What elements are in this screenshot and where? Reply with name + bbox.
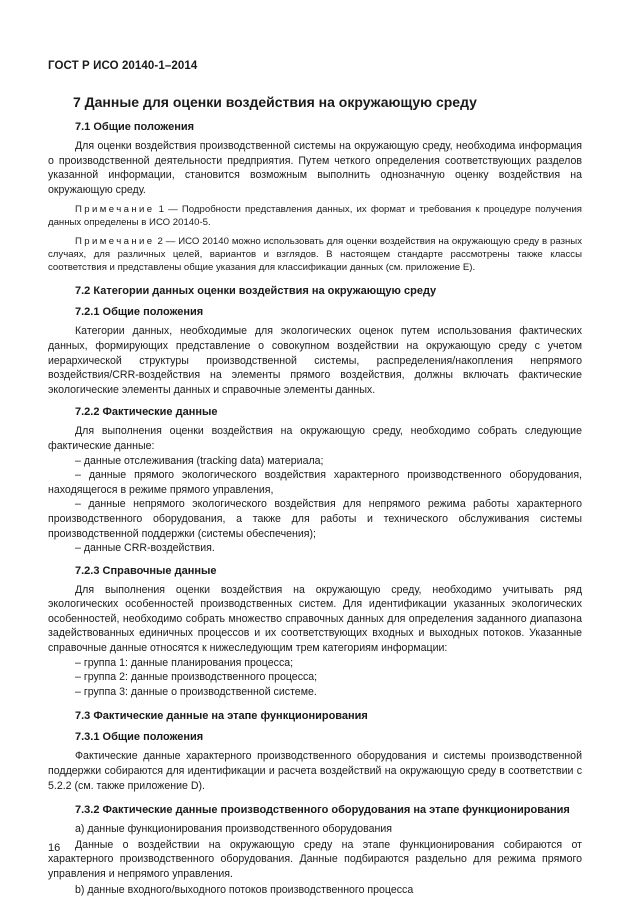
section-7-3-2-title: 7.3.2 Фактические данные производственного оборудования на этапе функционирования (75, 804, 570, 817)
list-item: – данные отслеживания (tracking data) материала; (75, 454, 324, 467)
section-7-2-title: 7.2 Категории данных оценки воздействия на окружающую среду (75, 285, 437, 298)
section-7-2-2-paragraph: Для выполнения оценки воздействия на окружающую среду, необходимо собрать следующие фактические данные: (48, 425, 582, 452)
list-item: – группа 3: данные о производственной системе. (75, 685, 317, 698)
list-item: – данные прямого экологического воздействия характерного производственного оборудования, находящегося в режиме прямого управления, (48, 469, 582, 496)
section-7-2-1-title: 7.2.1 Общие положения (75, 306, 204, 319)
section-7-1-paragraph: Для оценки воздействия производственной системы на окружающую среду, необходима информация о производственной деятельности предприятия. Путем четкого определения соответствующих разделов указанной информации, становится возможным выполнить однозначную оценку воздействия на окружающую среду. (48, 140, 582, 196)
note-1-label: Примечание (75, 204, 155, 216)
note-1 (48, 203, 582, 229)
list-item: – данные непрямого экологического воздействия для непрямого режима работы характерного производственного оборудования, а также для работы и технического обслуживания системы производственной поддержки (системы обеспечения); (48, 498, 582, 540)
section-7-2-1-paragraph: Категории данных, необходимые для экологических оценок путем использования фактических данных, формирующих представление о совокупном воздействии на окружающую среду с учетом иерархической структуры производственной системы, распределения/накопления непрямого воздействия/CRR-воздействия на элементы прямого воздействия, должны включать фактические экологические элементы данных и справочные элементы данных. (48, 325, 582, 396)
note-2-label: Примечание (75, 236, 155, 248)
page-number: 16 (48, 842, 61, 854)
item-a-heading: a) данные функционирования производственного оборудования (75, 823, 393, 836)
section-7-3-title: 7.3 Фактические данные на этапе функционирования (75, 710, 368, 723)
section-7-title: 7 Данные для оценки воздействия на окружающую среду (73, 94, 477, 110)
section-7-3-1-paragraph: Фактические данные характерного производственного оборудования и системы производственной поддержки собираются для идентификации и расчета воздействий на окружающую среду в соответствии с 5.2.2 (см. также приложение D). (48, 750, 582, 792)
section-7-2-3-paragraph: Для выполнения оценки воздействия на окружающую среду, необходимо учитывать ряд экологических особенностей производственных систем. Для идентификации указанных экологических особенностей, необходимо собрать множество справочных данных для определения заданного диапазона задействованных единичных процессов и их соответствующих входных и выходных потоков. Указанные справочные данные относятся к нижеследующим трем категориям информации: (48, 583, 582, 655)
section-7-2-3-title: 7.2.3 Справочные данные (75, 564, 217, 577)
document-header: ГОСТ Р ИСО 20140-1–2014 (48, 60, 198, 72)
list-item: – данные CRR-воздействия. (75, 542, 215, 555)
note-2-text: 2 — ИСО 20140 можно использовать для оценки воздействия на окружающую среду в разных случаях, для различных целей, вариантов и взглядов. В настоящем стандарте рассмотрены также классы соответствия и представлены общие указания для классификации данных (см. приложение Е). (48, 236, 582, 274)
item-b-heading: b) данные входного/выходного потоков производственного процесса (75, 883, 414, 896)
list-item: – группа 2: данные производственного процесса; (75, 671, 318, 684)
note-2 (48, 235, 582, 274)
list-item: – группа 1: данные планирования процесса; (75, 656, 294, 669)
note-1-text: 1 — Подробности представления данных, их формат и требования к процедуре получения данных определены в ИСО 20140-5. (48, 204, 582, 229)
section-7-1-title: 7.1 Общие положения (75, 121, 195, 133)
section-7-3-1-title: 7.3.1 Общие положения (75, 731, 204, 744)
section-7-2-2-title: 7.2.2 Фактические данные (75, 406, 218, 419)
item-a-paragraph: Данные о воздействии на окружающую среду на этапе функционирования собираются от характерного производственного оборудования. Данные подбираются раздельно для режима прямого управления и непрямого управления. (48, 838, 582, 880)
page-content (48, 84, 582, 897)
